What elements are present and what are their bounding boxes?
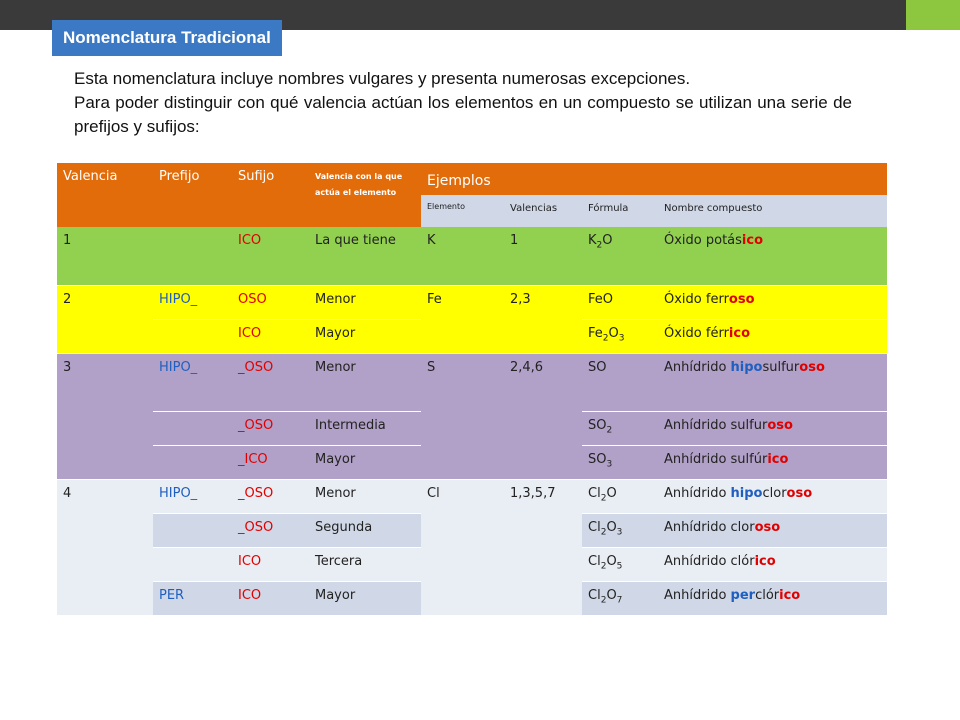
table-row: [57, 227, 887, 285]
cell-formula: $SO_2$: [582, 411, 658, 445]
cell-formula: $Fe_2O_3$: [582, 319, 658, 353]
cell-nombre: Anhídrido hiposulfuroso: [658, 353, 887, 411]
header-sufijo: Sufijo: [232, 163, 309, 227]
header-valencia: Valencia: [57, 163, 153, 227]
cell-valencia-actua: Tercera: [309, 547, 421, 581]
cell-valencias: 2,3: [504, 285, 582, 353]
cell-prefijo: HIPO_: [153, 353, 232, 411]
accent-square: [906, 0, 960, 30]
cell-prefijo: HIPO_: [153, 285, 232, 319]
cell-sufijo: _OSO: [232, 479, 309, 513]
cell-prefijo: [153, 411, 232, 445]
cell-nombre: Anhídrido perclórico: [658, 581, 887, 615]
cell-valencia-actua: Menor: [309, 479, 421, 513]
cell-nombre: Anhídrido hipocloroso: [658, 479, 887, 513]
cell-sufijo: _OSO: [232, 353, 309, 411]
cell-formula: $Cl_2O_5$: [582, 547, 658, 581]
subheader-valencias: Valencias: [504, 195, 582, 227]
cell-sufijo: _OSO: [232, 411, 309, 445]
subheader-elemento: Elemento: [421, 195, 504, 227]
cell-valencia-actua: Segunda: [309, 513, 421, 547]
header-prefijo: Prefijo: [153, 163, 232, 227]
cell-prefijo: [153, 513, 232, 547]
cell-prefijo: PER: [153, 581, 232, 615]
cell-valencia-actua: Mayor: [309, 445, 421, 479]
cell-valencias: 2,4,6: [504, 353, 582, 479]
cell-prefijo: [153, 319, 232, 353]
cell-sufijo: OSO: [232, 285, 309, 319]
cell-nombre: Anhídrido clórico: [658, 547, 887, 581]
cell-elemento: Cl: [421, 479, 504, 615]
cell-formula: $Cl_2O$: [582, 479, 658, 513]
table-row: [57, 285, 887, 319]
subheader-formula: Fórmula: [582, 195, 658, 227]
table-row: [57, 479, 887, 513]
cell-sufijo: ICO: [232, 547, 309, 581]
header-ejemplos: Ejemplos: [421, 163, 887, 195]
cell-elemento: K: [421, 227, 504, 285]
cell-valencia-actua: La que tiene: [309, 227, 421, 285]
cell-formula: FeO: [582, 285, 658, 319]
cell-prefijo: [153, 445, 232, 479]
cell-sufijo: ICO: [232, 319, 309, 353]
subheader-nombre: Nombre compuesto: [658, 195, 887, 227]
cell-formula: $Cl_2O_3$: [582, 513, 658, 547]
cell-formula: SO: [582, 353, 658, 411]
cell-elemento: S: [421, 353, 504, 479]
intro-text: [74, 67, 852, 139]
intro-line-2: Para poder distinguir con qué valencia actúan los elementos en un compuesto se utilizan una serie de prefijos y sufijos:: [74, 93, 852, 136]
cell-valencia: 1: [57, 227, 153, 285]
cell-nombre: Anhídrido sulfúrico: [658, 445, 887, 479]
table-header-row: [57, 163, 887, 195]
nomenclature-table: [57, 163, 887, 615]
cell-valencia: 2: [57, 285, 153, 353]
cell-prefijo: [153, 547, 232, 581]
cell-valencia-actua: Mayor: [309, 319, 421, 353]
cell-valencia-actua: Mayor: [309, 581, 421, 615]
cell-nombre: Óxido potásico: [658, 227, 887, 285]
cell-valencias: 1: [504, 227, 582, 285]
cell-prefijo: [153, 227, 232, 285]
cell-nombre: Óxido ferroso: [658, 285, 887, 319]
section-title: Nomenclatura Tradicional: [52, 20, 282, 56]
cell-formula: $SO_3$: [582, 445, 658, 479]
table-row: [57, 353, 887, 411]
cell-sufijo: ICO: [232, 581, 309, 615]
cell-elemento: Fe: [421, 285, 504, 353]
cell-nombre: Anhídrido sulfuroso: [658, 411, 887, 445]
cell-sufijo: _ICO: [232, 445, 309, 479]
header-valencia-actua: Valencia con la que actúa el elemento: [309, 163, 421, 227]
cell-nombre: Óxido férrico: [658, 319, 887, 353]
cell-prefijo: HIPO_: [153, 479, 232, 513]
cell-valencia-actua: Menor: [309, 285, 421, 319]
cell-formula: $Cl_2O_7$: [582, 581, 658, 615]
cell-valencia: 3: [57, 353, 153, 479]
cell-valencias: 1,3,5,7: [504, 479, 582, 615]
cell-sufijo: ICO: [232, 227, 309, 285]
cell-valencia-actua: Intermedia: [309, 411, 421, 445]
cell-valencia-actua: Menor: [309, 353, 421, 411]
cell-sufijo: _OSO: [232, 513, 309, 547]
cell-nombre: Anhídrido cloroso: [658, 513, 887, 547]
intro-line-1: Esta nomenclatura incluye nombres vulgares y presenta numerosas excepciones.: [74, 69, 691, 88]
cell-formula: $K_2O$: [582, 227, 658, 285]
cell-valencia: 4: [57, 479, 153, 615]
